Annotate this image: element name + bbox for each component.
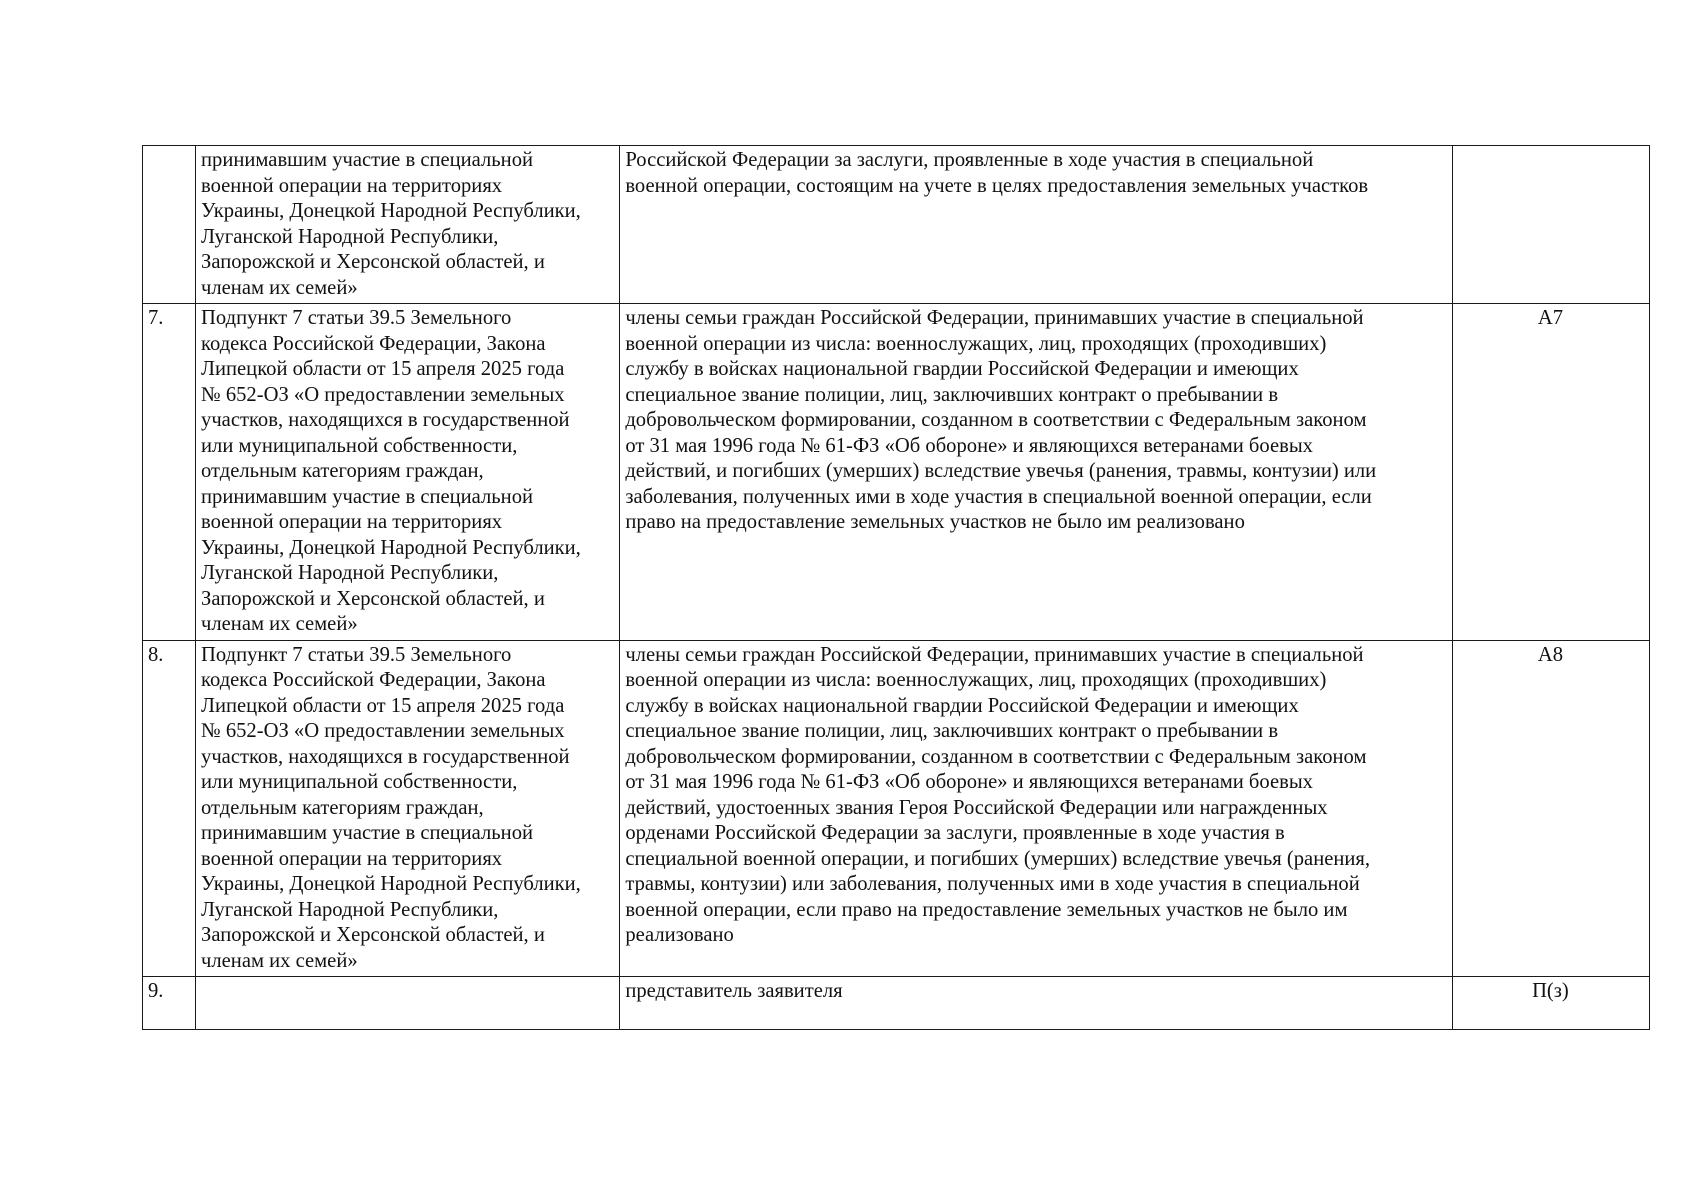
applicant-category-cell: представитель заявителя [620, 977, 1453, 1030]
legal-basis-cell: Подпункт 7 статьи 39.5 Земельного кодекса Российской Федерации, Закона Липецкой области от 15 апреля 2025 года № 652-ОЗ «О предоставлении земельных участков, находящихся в государственной или муниципальной собственности, отдельным категориям граждан, принимавшим участие в специальной военной операции на территориях Украины, Донецкой Народной Республики, Луганской Народной Республики, Запорожской и Херсонской областей, и членам их семей» [196, 304, 620, 641]
table-row [143, 640, 1650, 977]
legal-basis-cell: Подпункт 7 статьи 39.5 Земельного кодекса Российской Федерации, Закона Липецкой области от 15 апреля 2025 года № 652-ОЗ «О предоставлении земельных участков, находящихся в государственной или муниципальной собственности, отдельным категориям граждан, принимавшим участие в специальной военной операции на территориях Украины, Донецкой Народной Республики, Луганской Народной Республики, Запорожской и Херсонской областей, и членам их семей» [196, 640, 620, 977]
applicant-category-cell: Российской Федерации за заслуги, проявленные в ходе участия в специальной военной операции, состоящим на учете в целях предоставления земельных участков [620, 146, 1453, 304]
table-row [143, 146, 1650, 304]
legal-basis-cell: принимавшим участие в специальной военной операции на территориях Украины, Донецкой Народной Республики, Луганской Народной Республики, Запорожской и Херсонской областей, и членам их семей» [196, 146, 620, 304]
applicant-category-cell: члены семьи граждан Российской Федерации, принимавших участие в специальной военной операции из числа: военнослужащих, лиц, проходящих (проходивших) службу в войсках национальной гвардии Российской Федерации и имеющих специальное звание полиции, лиц, заключивших контракт о пребывании в добровольческом формировании, созданном в соответствии с Федеральным законом от 31 мая 1996 года № 61-ФЗ «Об обороне» и являющихся ветеранами боевых действий, и погибших (умерших) вследствие увечья (ранения, травмы, контузии) или заболевания, полученных ими в ходе участия в специальной военной операции, если право на предоставление земельных участков не было им реализовано [620, 304, 1453, 641]
row-number-cell: 7. [143, 304, 196, 641]
category-code-cell: А7 [1452, 304, 1649, 641]
category-code-cell: А8 [1452, 640, 1649, 977]
category-code-cell: П(з) [1452, 977, 1649, 1030]
row-number-cell: 9. [143, 977, 196, 1030]
applicant-category-table [142, 145, 1650, 1030]
legal-basis-cell [196, 977, 620, 1030]
row-number-cell: 8. [143, 640, 196, 977]
table-row [143, 304, 1650, 641]
row-number-cell [143, 146, 196, 304]
applicant-category-cell: члены семьи граждан Российской Федерации, принимавших участие в специальной военной операции из числа: военнослужащих, лиц, проходящих (проходивших) службу в войсках национальной гвардии Российской Федерации и имеющих специальное звание полиции, лиц, заключивших контракт о пребывании в добровольческом формировании, созданном в соответствии с Федеральным законом от 31 мая 1996 года № 61-ФЗ «Об обороне» и являющихся ветеранами боевых действий, удостоенных звания Героя Российской Федерации или награжденных орденами Российской Федерации за заслуги, проявленные в ходе участия в специальной военной операции, и погибших (умерших) вследствие увечья (ранения, травмы, контузии) или заболевания, полученных ими в ходе участия в специальной военной операции, если право на предоставление земельных участков не было им реализовано [620, 640, 1453, 977]
category-code-cell [1452, 146, 1649, 304]
table-row [143, 977, 1650, 1030]
